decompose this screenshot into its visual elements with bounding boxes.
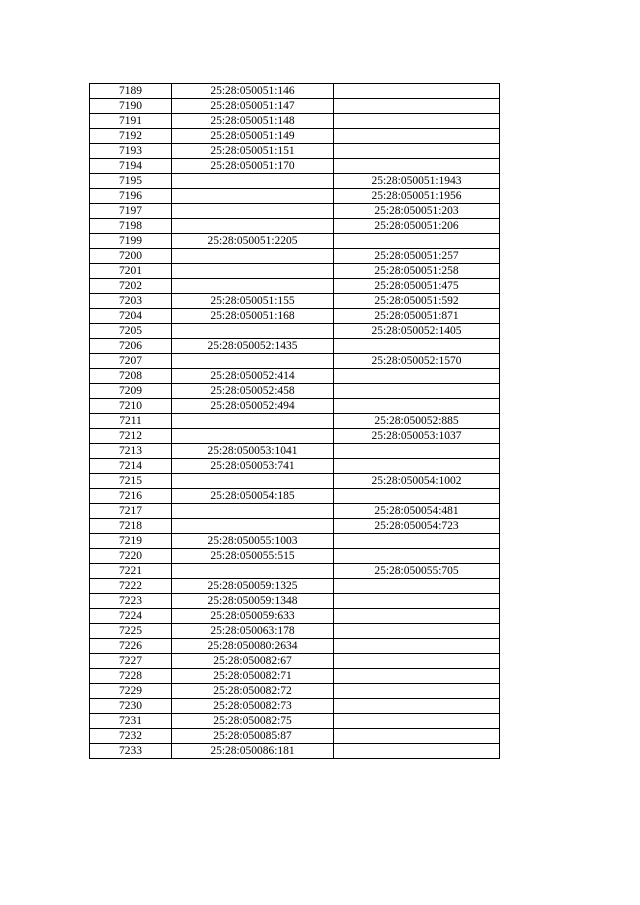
cadastral-number-cell [172, 354, 334, 369]
cadastral-number-alt-cell [334, 744, 500, 759]
cadastral-number-alt-cell [334, 129, 500, 144]
cadastral-number-cell: 25:28:050082:67 [172, 654, 334, 669]
table-row [90, 399, 500, 414]
cadastral-number-cell: 25:28:050052:458 [172, 384, 334, 399]
cadastral-number-cell: 25:28:050082:71 [172, 669, 334, 684]
row-number-cell: 7208 [90, 369, 172, 384]
table-row [90, 474, 500, 489]
row-number-cell: 7233 [90, 744, 172, 759]
cadastral-number-alt-cell [334, 669, 500, 684]
table-row [90, 114, 500, 129]
row-number-cell: 7219 [90, 534, 172, 549]
row-number-cell: 7215 [90, 474, 172, 489]
table-row [90, 564, 500, 579]
table-row [90, 84, 500, 99]
row-number-cell: 7207 [90, 354, 172, 369]
table-row [90, 189, 500, 204]
table-row [90, 594, 500, 609]
table-row [90, 669, 500, 684]
cadastral-number-alt-cell [334, 579, 500, 594]
table-body [90, 84, 500, 759]
row-number-cell: 7201 [90, 264, 172, 279]
table-row [90, 504, 500, 519]
table-row [90, 174, 500, 189]
cadastral-number-alt-cell [334, 489, 500, 504]
cadastral-number-alt-cell: 25:28:050051:871 [334, 309, 500, 324]
table-row [90, 459, 500, 474]
table-row [90, 609, 500, 624]
cadastral-number-cell: 25:28:050059:1325 [172, 579, 334, 594]
cadastral-number-cell: 25:28:050055:515 [172, 549, 334, 564]
cadastral-number-cell [172, 504, 334, 519]
table-row [90, 624, 500, 639]
cadastral-number-cell [172, 429, 334, 444]
cadastral-number-cell [172, 519, 334, 534]
table-row [90, 684, 500, 699]
cadastral-number-cell: 25:28:050085:87 [172, 729, 334, 744]
table-row [90, 324, 500, 339]
cadastral-number-alt-cell [334, 84, 500, 99]
cadastral-number-cell: 25:28:050082:72 [172, 684, 334, 699]
table-row [90, 204, 500, 219]
cadastral-number-cell: 25:28:050051:146 [172, 84, 334, 99]
table-row [90, 414, 500, 429]
cadastral-number-alt-cell [334, 609, 500, 624]
row-number-cell: 7227 [90, 654, 172, 669]
table-row [90, 144, 500, 159]
row-number-cell: 7220 [90, 549, 172, 564]
row-number-cell: 7211 [90, 414, 172, 429]
cadastral-number-alt-cell [334, 99, 500, 114]
row-number-cell: 7228 [90, 669, 172, 684]
row-number-cell: 7190 [90, 99, 172, 114]
cadastral-number-alt-cell [334, 234, 500, 249]
cadastral-number-alt-cell [334, 654, 500, 669]
cadastral-number-cell [172, 249, 334, 264]
cadastral-number-cell: 25:28:050052:494 [172, 399, 334, 414]
cadastral-number-alt-cell [334, 714, 500, 729]
table-row [90, 309, 500, 324]
row-number-cell: 7226 [90, 639, 172, 654]
cadastral-number-alt-cell: 25:28:050051:592 [334, 294, 500, 309]
row-number-cell: 7224 [90, 609, 172, 624]
cadastral-number-cell: 25:28:050051:170 [172, 159, 334, 174]
cadastral-number-cell: 25:28:050080:2634 [172, 639, 334, 654]
cadastral-number-cell: 25:28:050052:414 [172, 369, 334, 384]
row-number-cell: 7197 [90, 204, 172, 219]
row-number-cell: 7210 [90, 399, 172, 414]
row-number-cell: 7202 [90, 279, 172, 294]
cadastral-number-cell [172, 174, 334, 189]
table-row [90, 234, 500, 249]
row-number-cell: 7223 [90, 594, 172, 609]
table-row [90, 489, 500, 504]
cadastral-number-cell: 25:28:050051:155 [172, 294, 334, 309]
row-number-cell: 7225 [90, 624, 172, 639]
cadastral-number-alt-cell [334, 444, 500, 459]
cadastral-number-alt-cell [334, 114, 500, 129]
table-row [90, 429, 500, 444]
table-row [90, 744, 500, 759]
cadastral-number-alt-cell [334, 459, 500, 474]
cadastral-number-alt-cell: 25:28:050054:1002 [334, 474, 500, 489]
cadastral-number-alt-cell [334, 369, 500, 384]
row-number-cell: 7230 [90, 699, 172, 714]
table-row [90, 729, 500, 744]
cadastral-number-alt-cell [334, 639, 500, 654]
cadastral-number-cell [172, 189, 334, 204]
table-row [90, 249, 500, 264]
cadastral-number-alt-cell [334, 624, 500, 639]
table-row [90, 534, 500, 549]
row-number-cell: 7229 [90, 684, 172, 699]
row-number-cell: 7212 [90, 429, 172, 444]
row-number-cell: 7232 [90, 729, 172, 744]
cadastral-number-alt-cell: 25:28:050051:1956 [334, 189, 500, 204]
table-row [90, 654, 500, 669]
table-row [90, 579, 500, 594]
table-row [90, 699, 500, 714]
cadastral-number-cell: 25:28:050053:741 [172, 459, 334, 474]
row-number-cell: 7213 [90, 444, 172, 459]
table-row [90, 519, 500, 534]
cadastral-number-alt-cell [334, 144, 500, 159]
cadastral-number-alt-cell [334, 384, 500, 399]
row-number-cell: 7216 [90, 489, 172, 504]
cadastral-number-cell [172, 279, 334, 294]
cadastral-number-cell: 25:28:050059:633 [172, 609, 334, 624]
table-row [90, 384, 500, 399]
cadastral-number-alt-cell [334, 534, 500, 549]
cadastral-number-cell [172, 564, 334, 579]
cadastral-number-alt-cell: 25:28:050053:1037 [334, 429, 500, 444]
table-row [90, 444, 500, 459]
cadastral-number-cell: 25:28:050053:1041 [172, 444, 334, 459]
cadastral-number-alt-cell: 25:28:050051:206 [334, 219, 500, 234]
cadastral-number-cell: 25:28:050051:168 [172, 309, 334, 324]
cadastral-number-alt-cell: 25:28:050051:257 [334, 249, 500, 264]
cadastral-number-alt-cell [334, 594, 500, 609]
table-row [90, 714, 500, 729]
row-number-cell: 7217 [90, 504, 172, 519]
cadastral-number-cell [172, 474, 334, 489]
table-row [90, 219, 500, 234]
cadastral-number-cell: 25:28:050051:149 [172, 129, 334, 144]
cadastral-number-cell: 25:28:050082:73 [172, 699, 334, 714]
cadastral-number-alt-cell [334, 729, 500, 744]
row-number-cell: 7221 [90, 564, 172, 579]
row-number-cell: 7194 [90, 159, 172, 174]
row-number-cell: 7222 [90, 579, 172, 594]
cadastral-number-alt-cell: 25:28:050051:1943 [334, 174, 500, 189]
cadastral-number-alt-cell: 25:28:050052:1405 [334, 324, 500, 339]
table-row [90, 294, 500, 309]
row-number-cell: 7205 [90, 324, 172, 339]
table-row [90, 264, 500, 279]
cadastral-number-alt-cell: 25:28:050051:203 [334, 204, 500, 219]
row-number-cell: 7200 [90, 249, 172, 264]
cadastral-number-alt-cell [334, 399, 500, 414]
cadastral-number-alt-cell: 25:28:050054:723 [334, 519, 500, 534]
row-number-cell: 7199 [90, 234, 172, 249]
cadastral-number-alt-cell: 25:28:050055:705 [334, 564, 500, 579]
cadastral-number-alt-cell: 25:28:050051:258 [334, 264, 500, 279]
cadastral-number-cell: 25:28:050055:1003 [172, 534, 334, 549]
cadastral-number-cell: 25:28:050082:75 [172, 714, 334, 729]
cadastral-number-alt-cell [334, 684, 500, 699]
cadastral-number-alt-cell: 25:28:050052:885 [334, 414, 500, 429]
cadastral-number-alt-cell: 25:28:050052:1570 [334, 354, 500, 369]
row-number-cell: 7204 [90, 309, 172, 324]
table-row [90, 159, 500, 174]
cadastral-number-cell: 25:28:050051:148 [172, 114, 334, 129]
cadastral-number-alt-cell [334, 339, 500, 354]
row-number-cell: 7198 [90, 219, 172, 234]
row-number-cell: 7189 [90, 84, 172, 99]
cadastral-number-alt-cell [334, 549, 500, 564]
cadastral-number-cell [172, 219, 334, 234]
row-number-cell: 7203 [90, 294, 172, 309]
cadastral-number-alt-cell: 25:28:050051:475 [334, 279, 500, 294]
row-number-cell: 7218 [90, 519, 172, 534]
cadastral-number-cell: 25:28:050052:1435 [172, 339, 334, 354]
row-number-cell: 7193 [90, 144, 172, 159]
table-row [90, 369, 500, 384]
row-number-cell: 7191 [90, 114, 172, 129]
row-number-cell: 7209 [90, 384, 172, 399]
table-row [90, 549, 500, 564]
row-number-cell: 7196 [90, 189, 172, 204]
cadastral-number-cell [172, 414, 334, 429]
table-row [90, 129, 500, 144]
cadastral-number-cell [172, 264, 334, 279]
cadastral-number-cell: 25:28:050051:151 [172, 144, 334, 159]
row-number-cell: 7214 [90, 459, 172, 474]
cadastral-number-cell [172, 204, 334, 219]
row-number-cell: 7231 [90, 714, 172, 729]
table-row [90, 99, 500, 114]
table-row [90, 639, 500, 654]
cadastral-number-cell: 25:28:050051:2205 [172, 234, 334, 249]
table-row [90, 279, 500, 294]
cadastral-number-alt-cell [334, 699, 500, 714]
table-row [90, 339, 500, 354]
row-number-cell: 7192 [90, 129, 172, 144]
cadastral-number-cell: 25:28:050054:185 [172, 489, 334, 504]
cadastral-number-table [89, 83, 500, 759]
cadastral-number-cell: 25:28:050059:1348 [172, 594, 334, 609]
row-number-cell: 7195 [90, 174, 172, 189]
cadastral-number-alt-cell [334, 159, 500, 174]
cadastral-number-alt-cell: 25:28:050054:481 [334, 504, 500, 519]
cadastral-number-cell: 25:28:050086:181 [172, 744, 334, 759]
row-number-cell: 7206 [90, 339, 172, 354]
table-row [90, 354, 500, 369]
cadastral-number-cell [172, 324, 334, 339]
cadastral-number-cell: 25:28:050063:178 [172, 624, 334, 639]
cadastral-number-cell: 25:28:050051:147 [172, 99, 334, 114]
